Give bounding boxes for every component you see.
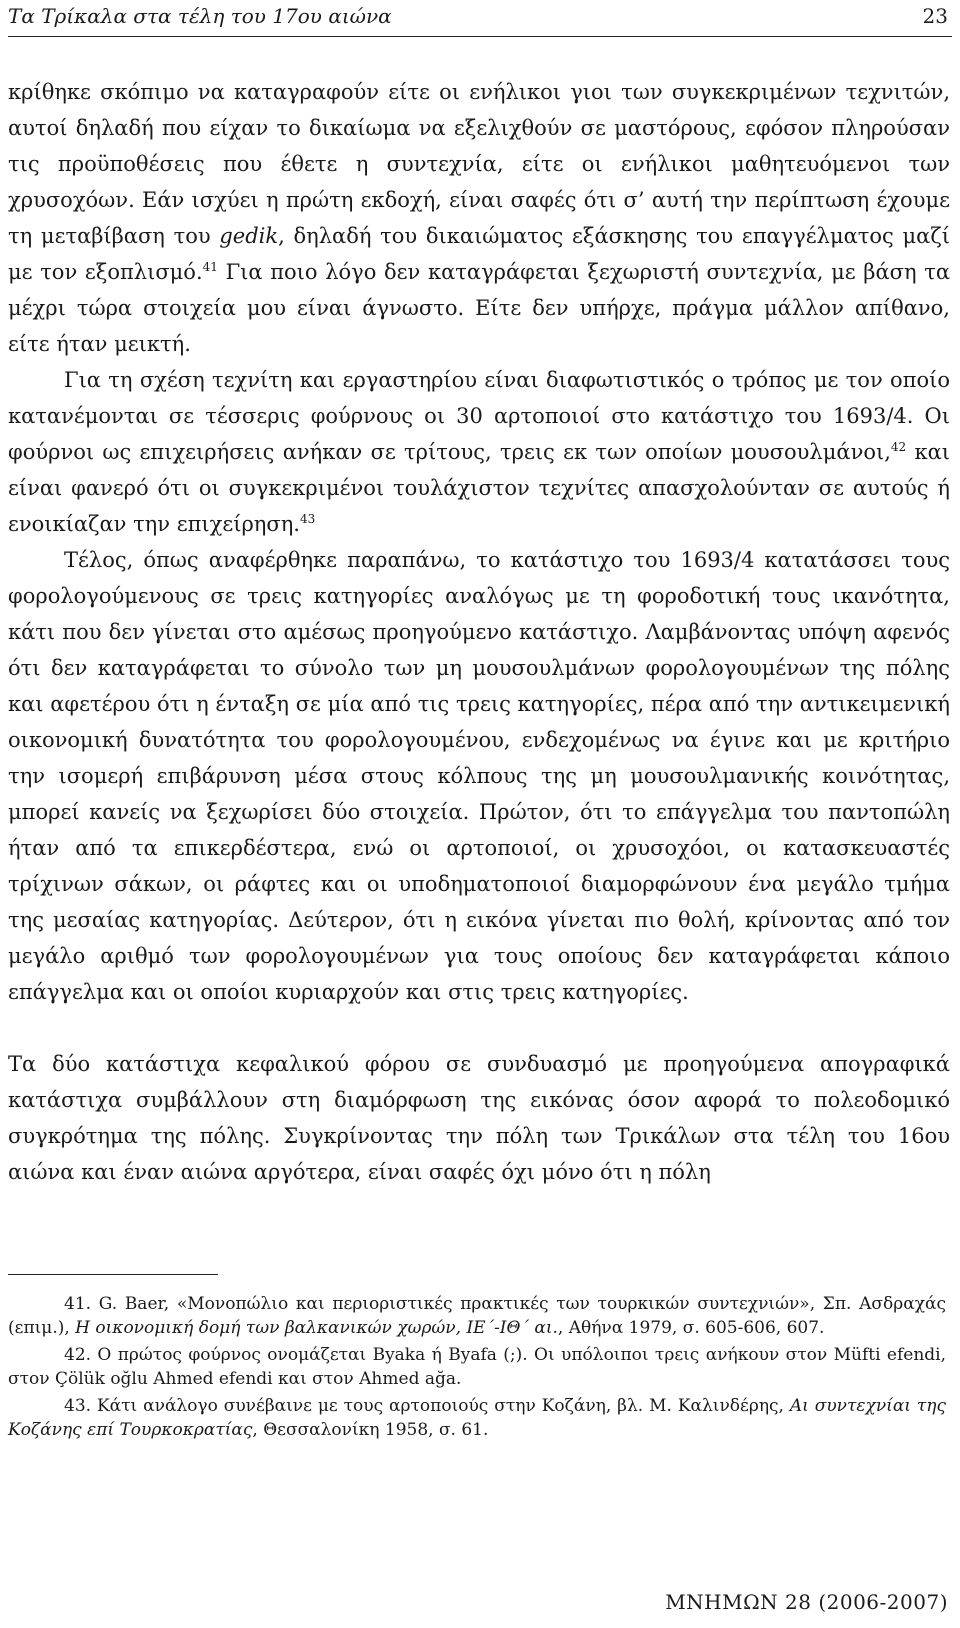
footnotes xyxy=(8,1292,946,1445)
paragraph-1-text-a: κρίθηκε σκόπιμο να καταγραφούν είτε οι ενήλικοι γιοι των συγκεκριμένων τεχνιτών, αυτοί δηλαδή που είχαν το δικαίωμα να εξελιχθούν σε μαστόρους, εφόσον πληρούσαν τις προϋποθέσεις που έθετε η συντεχνία, είτε οι ενήλικοι μαθητευόμενοι των χρυσοχόων. Εάν ισχύει η πρώτη εκδοχή, είναι σαφές ότι σ’ αυτή την περίπτωση έχουμε τη μεταβίβαση του xyxy=(8,80,950,248)
paragraph-1 xyxy=(8,74,950,362)
paragraph-2-text-a: Για τη σχέση τεχνίτη και εργαστηρίου είναι διαφωτιστικός ο τρόπος με τον οποίο κατανέμονται σε τέσσερις φούρνους οι 30 αρτοποιοί στο κατάστιχο του 1693/4. Οι φούρνοι ως επιχειρήσεις ανήκαν σε τρίτους, τρεις εκ των οποίων μουσουλμάνοι, xyxy=(8,368,950,464)
running-head xyxy=(8,0,952,37)
footnote-divider xyxy=(8,1274,218,1275)
paragraph-3: Τέλος, όπως αναφέρθηκε παραπάνω, το κατάστιχο του 1693/4 κατατάσσει τους φορολογούμενους σε τρεις κατηγορίες αναλόγως με τη φοροδοτική τους ικανότητα, κάτι που δεν γίνεται στο αμέσως προηγούμενο κατάστιχο. Λαμβάνοντας υπόψη αφενός ότι δεν καταγράφεται το σύνολο των μη μουσουλμάνων φορολογουμένων της πόλης και αφετέρου ότι η ένταξη σε μία από τις τρεις κατηγορίες, πέρα από την αντικειμενική οικονομική δυνατότητα του φορολογουμένου, ενδεχομένως να έγινε και με κριτήριο την ισομερή επιβάρυνση μέσα στους κόλπους της μη μουσουλμανικής κοινότητας, μπορεί κανείς να ξεχωρίσει δύο στοιχεία. Πρώτον, ότι το επάγγελμα του παντοπώλη ήταν από τα επικερδέστερα, ενώ οι αρτοποιοί, οι χρυσοχόοι, οι κατασκευαστές τρίχινων σάκων, οι ράφτες και οι υποδηματοποιοί διαμορφώνουν ένα μεγάλο τμήμα της μεσαίας κατηγορίας. Δεύτερον, ότι η εικόνα γίνεται πιο θολή, κρίνοντας από τον μεγάλο αριθμό των φορολογουμένων για τους οποίους δεν καταγράφεται κάποιο επάγγελμα και οι οποίοι κυριαρχούν και στις τρεις κατηγορίες. xyxy=(8,548,950,1004)
footnote-43-title: Αι συντεχνίαι της Κοζάνης επί Τουρκοκρατίας xyxy=(8,1396,947,1440)
footnote-ref-41[interactable]: 41 xyxy=(202,260,218,274)
paragraph-4: Τα δύο κατάστιχα κεφαλικού φόρου σε συνδυασμό με προηγούμενα απογραφικά κατάστιχα συμβάλλουν στη διαμόρφωση της εικόνας όσον αφορά το πολεοδομικό συγκρότημα της πόλης. Συγκρίνοντας την πόλη των Τρικάλων στα τέλη του 16ου αιώνα και έναν αιώνα αργότερα, είναι σαφές όχι μόνο ότι η πόλη xyxy=(8,1052,950,1184)
footnote-43 xyxy=(8,1394,946,1442)
footnote-43-text-c: , Θεσσαλονίκη 1958, σ. 61. xyxy=(252,1420,489,1440)
body-text xyxy=(8,74,950,1190)
running-head-title: Τα Τρίκαλα στα τέλη του 17ου αιώνα xyxy=(8,4,392,28)
footnote-41-text-c: , Αθήνα 1979, σ. 605-606, 607. xyxy=(557,1318,825,1338)
term-gedik: gedik xyxy=(219,224,279,248)
footnote-ref-43[interactable]: 43 xyxy=(299,512,316,526)
footnote-41-title: Η οικονομική δομή των βαλκανικών χωρών, ΙΕ΄-ΙΘ΄ αι. xyxy=(75,1318,558,1338)
footnote-43-text-a: 43. Κάτι ανάλογο συνέβαινε με τους αρτοποιούς στην Κοζάνη, βλ. Μ. Καλινδέρης, xyxy=(64,1396,790,1416)
footnote-42: 42. Ο πρώτος φούρνος ονομάζεται Byaka ή Byafa (;). Οι υπόλοιποι τρεις ανήκουν στον Müfti efendi, στον Çölük oğlu Ahmed efendi και στον Ahmed ağa. xyxy=(8,1345,946,1389)
paragraph-1-text-d: Για ποιο λόγο δεν καταγράφεται ξεχωριστή συντεχνία, με βάση τα μέχρι τώρα στοιχεία μου είναι άγνωστο. Είτε δεν υπήρχε, πράγμα μάλλον απίθανο, είτε ήταν μεικτή. xyxy=(8,260,951,356)
paragraph-2 xyxy=(8,362,950,542)
paragraph-1-text-c: , δηλαδή του δικαιώματος εξάσκησης του επαγγέλματος μαζί με τον εξοπλισμό. xyxy=(8,224,950,284)
paragraph-2-text-b: και είναι φανερό ότι οι συγκεκριμένοι τουλάχιστον τεχνίτες απασχολούνταν σε αυτούς ή ενοικίαζαν την επιχείρηση. xyxy=(8,440,950,536)
footnote-41-text-a: 41. G. Baer, «Μονοπώλιο και περιοριστικές πρακτικές των τουρκικών συντεχνιών», Σπ. Ασδραχάς (επιμ.), xyxy=(8,1294,946,1338)
journal-footer: ΜΝΗΜΩΝ 28 (2006-2007) xyxy=(665,1590,948,1614)
page-number: 23 xyxy=(922,4,948,28)
footnote-ref-42[interactable]: 42 xyxy=(890,440,907,454)
footnote-41 xyxy=(8,1292,946,1340)
